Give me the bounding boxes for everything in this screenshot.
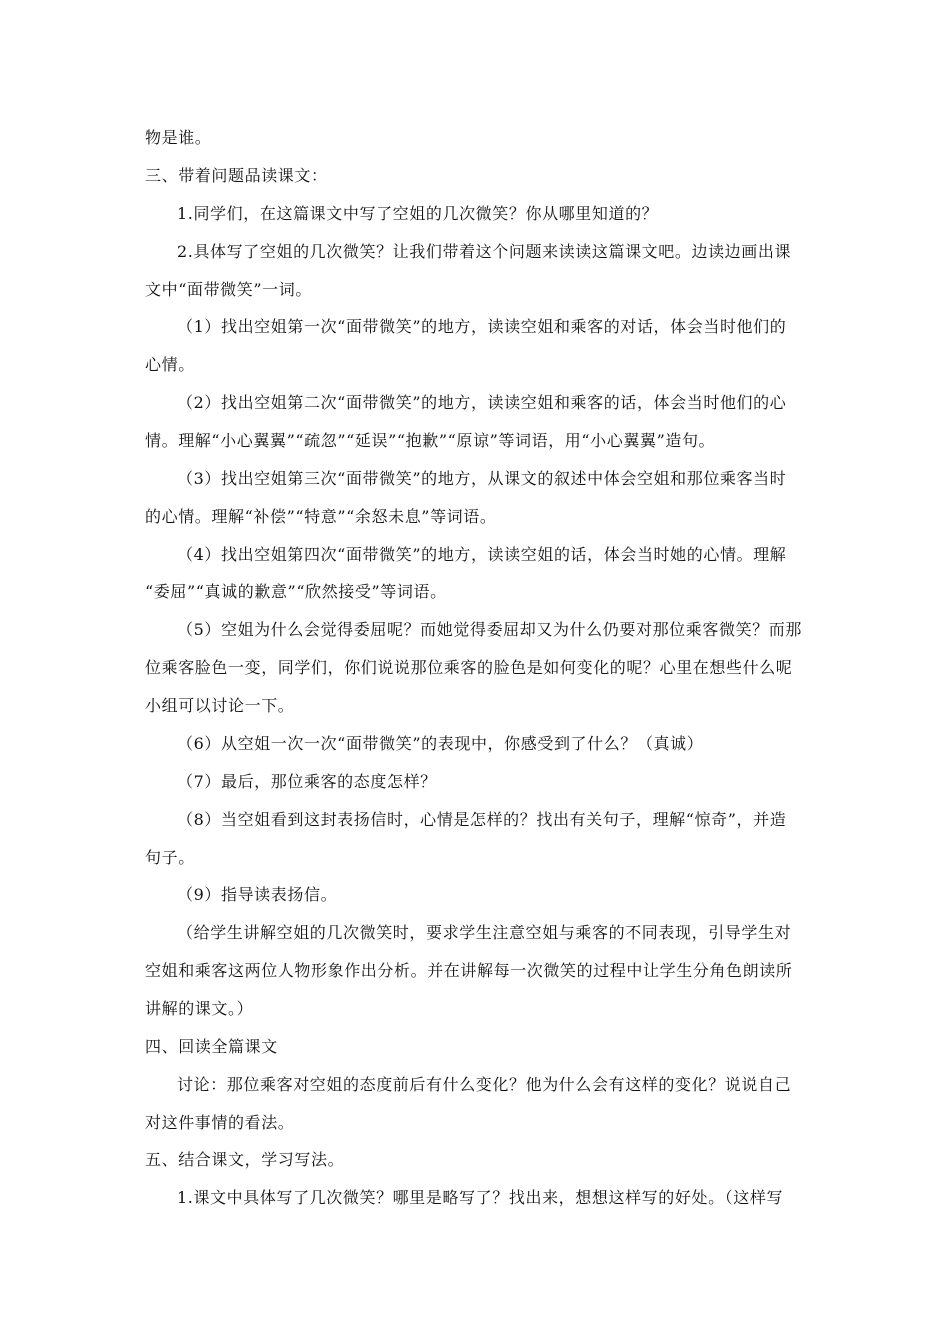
text-line: （5）空姐为什么会觉得委屈呢？而她觉得委屈却又为什么仍要对那位乘客微笑？而那 <box>177 620 802 639</box>
text-line: 对这件事情的看法。 <box>145 1113 295 1132</box>
text-line: （3）找出空姐第三次“面带微笑”的地方，从课文的叙述中体会空姐和那位乘客当时 <box>177 469 787 488</box>
text-line: 文中“面带微笑”一词。 <box>145 280 312 299</box>
text-line: 情。理解“小心翼翼”“疏忽”“延误”“抱歉”“原谅”等词语，用“小心翼翼”造句。 <box>145 431 716 450</box>
text-line: （7）最后，那位乘客的态度怎样？ <box>177 772 437 791</box>
text-line: （8）当空姐看到这封表扬信时，心情是怎样的？找出有关句子，理解“惊奇”，并造 <box>177 810 787 829</box>
text-line: （4）找出空姐第四次“面带微笑”的地方，读读空姐的话，体会当时她的心情。理解 <box>177 545 787 564</box>
text-line: （9）指导读表扬信。 <box>177 885 338 904</box>
text-line: 位乘客脸色一变，同学们，你们说说那位乘客的脸色是如何变化的呢？心里在想些什么呢 <box>145 658 793 677</box>
text-line: 1.课文中具体写了几次微笑？哪里是略写了？找出来，想想这样写的好处。（这样写 <box>177 1188 784 1207</box>
text-line: 讲解的课文。） <box>145 999 254 1018</box>
text-line: 物是谁。 <box>145 128 212 147</box>
text-line: （6）从空姐一次一次“面带微笑”的表现中，你感受到了什么？（真诚） <box>177 734 704 753</box>
text-line: 小组可以讨论一下。 <box>145 696 295 715</box>
text-line: （1）找出空姐第一次“面带微笑”的地方，读读空姐和乘客的对话，体会当时他们的 <box>177 317 787 336</box>
text-line: 2.具体写了空姐的几次微笑？让我们带着这个问题来读读这篇课文吧。边读边画出课 <box>177 242 792 261</box>
text-line: 心情。 <box>145 355 195 374</box>
text-line: 1.同学们，在这篇课文中写了空姐的几次微笑？你从哪里知道的？ <box>177 204 659 223</box>
text-line: “委屈”“真诚的歉意”“欣然接受”等词语。 <box>145 582 447 601</box>
text-line: 空姐和乘客这两位人物形象作出分析。并在讲解每一次微笑的过程中让学生分角色朗读所 <box>145 961 793 980</box>
section-heading: 五、结合课文，学习写法。 <box>145 1150 345 1169</box>
text-line: 句子。 <box>145 848 195 867</box>
section-heading: 三、带着问题品读课文： <box>145 166 328 185</box>
section-heading: 四、回读全篇课文 <box>145 1037 278 1056</box>
text-line: （给学生讲解空姐的几次微笑时，要求学生注意空姐与乘客的不同表现，引导学生对 <box>177 923 792 942</box>
text-line: （2）找出空姐第二次“面带微笑”的地方，读读空姐和乘客的话，体会当时他们的心 <box>177 393 787 412</box>
text-line: 的心情。理解“补偿”“特意”“余怒未息”等词语。 <box>145 507 497 526</box>
text-line: 讨论：那位乘客对空姐的态度前后有什么变化？他为什么会有这样的变化？说说自己 <box>177 1075 792 1094</box>
